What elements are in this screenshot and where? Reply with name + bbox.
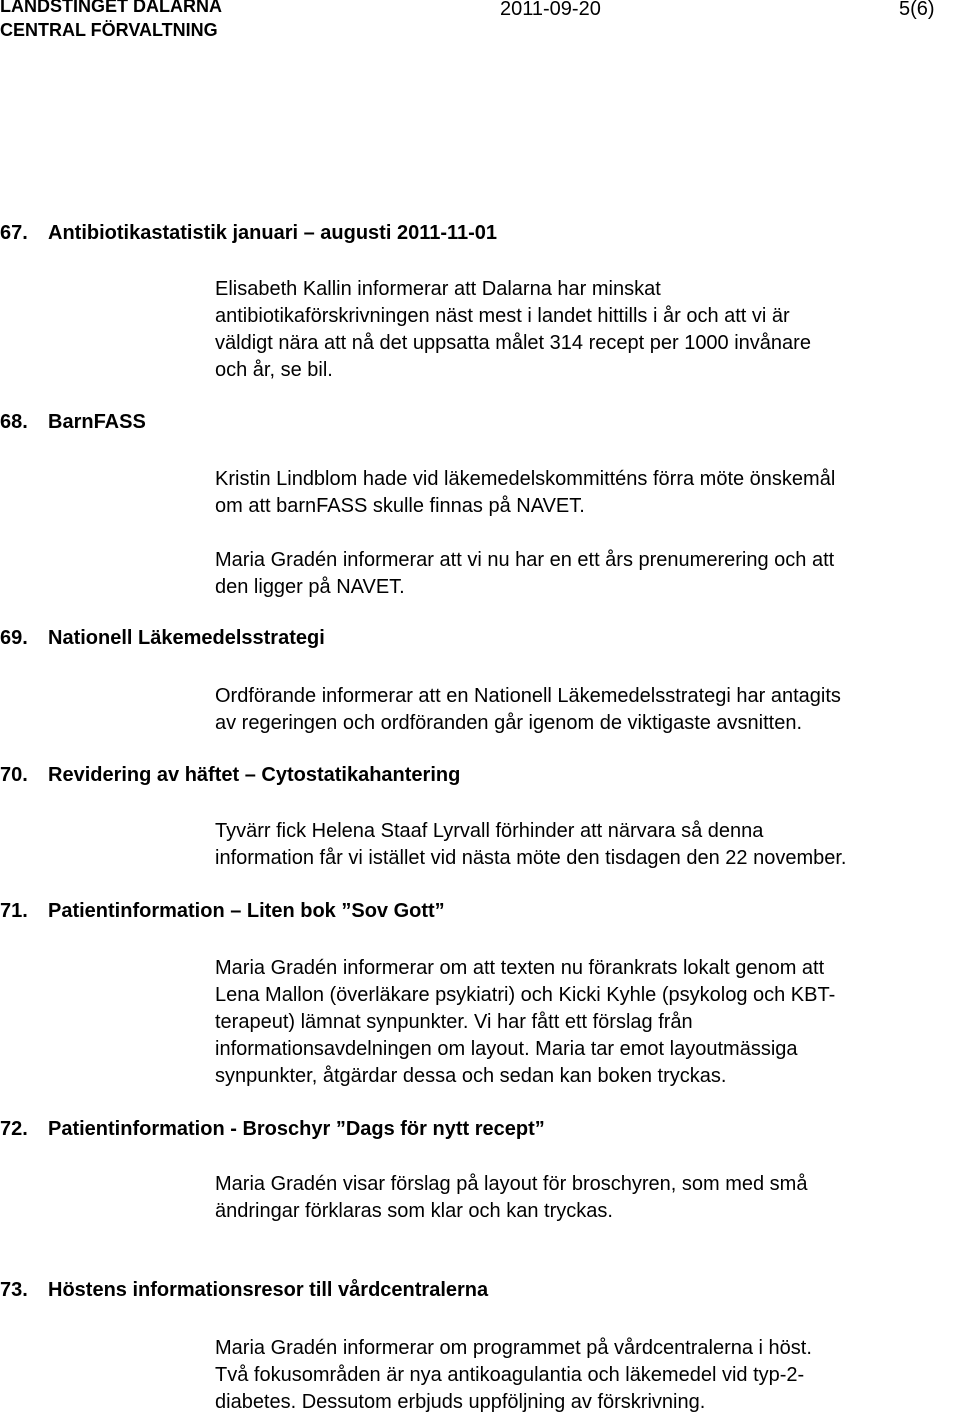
section-heading-71 <box>0 900 445 923</box>
section-heading-70 <box>0 764 460 787</box>
section-title: Nationell Läkemedelsstrategi <box>48 627 325 649</box>
text-line: Maria Gradén informerar om att texten nu förankrats lokalt genom att <box>215 957 825 979</box>
section-number: 69. <box>0 627 28 649</box>
section-number: 72. <box>0 1118 28 1140</box>
section-title: Patientinformation - Broschyr ”Dags för nytt recept” <box>48 1118 545 1140</box>
text-line: Maria Gradén visar förslag på layout för broschyren, som med små <box>215 1173 808 1195</box>
section-73-paragraph-1 <box>215 1335 812 1416</box>
section-69-paragraph-1 <box>215 683 841 737</box>
text-line: om att barnFASS skulle finnas på NAVET. <box>215 495 585 517</box>
section-number: 71. <box>0 900 28 922</box>
text-line: diabetes. Dessutom erbjuds uppföljning av förskrivning. <box>215 1391 706 1413</box>
section-title: Revidering av häftet – Cytostatikahantering <box>48 764 461 786</box>
header-page-number: 5(6) <box>899 0 935 20</box>
text-line: antibiotikaförskrivningen näst mest i landet hittills i år och att vi är <box>215 305 790 327</box>
text-line: terapeut) lämnat synpunkter. Vi har fått ett förslag från <box>215 1011 693 1033</box>
section-number: 73. <box>0 1279 28 1301</box>
text-line: information får vi istället vid nästa möte den tisdagen den 22 november. <box>215 847 847 869</box>
text-line: informationsavdelningen om layout. Maria tar emot layoutmässiga <box>215 1038 798 1060</box>
section-heading-73 <box>0 1279 488 1302</box>
header-department: CENTRAL FÖRVALTNING <box>0 20 218 40</box>
header-date: 2011-09-20 <box>500 0 601 20</box>
section-title: Antibiotikastatistik januari – augusti 2011-11-01 <box>48 222 498 244</box>
section-68-paragraph-2 <box>215 547 834 601</box>
text-line: den ligger på NAVET. <box>215 576 405 598</box>
text-line: Elisabeth Kallin informerar att Dalarna har minskat <box>215 278 661 300</box>
section-heading-67 <box>0 222 497 245</box>
section-71-paragraph-1 <box>215 955 835 1090</box>
section-heading-68 <box>0 411 146 434</box>
text-line: Maria Gradén informerar att vi nu har en ett års prenumerering och att <box>215 549 835 571</box>
section-number: 68. <box>0 411 28 433</box>
section-67-paragraph-1 <box>215 276 811 384</box>
text-line: Lena Mallon (överläkare psykiatri) och Kicki Kyhle (psykolog och KBT- <box>215 984 836 1006</box>
section-68-paragraph-1 <box>215 466 835 520</box>
text-line: Kristin Lindblom hade vid läkemedelskommitténs förra möte önskemål <box>215 468 836 490</box>
section-title: Höstens informationsresor till vårdcentralerna <box>48 1279 489 1301</box>
section-70-paragraph-1 <box>215 818 846 872</box>
section-heading-72 <box>0 1118 545 1141</box>
text-line: synpunkter, åtgärdar dessa och sedan kan boken tryckas. <box>215 1065 727 1087</box>
text-line: Två fokusområden är nya antikoagulantia och läkemedel vid typ-2- <box>215 1364 805 1386</box>
section-title: BarnFASS <box>48 411 146 433</box>
section-72-paragraph-1 <box>215 1171 807 1225</box>
section-number: 70. <box>0 764 28 786</box>
text-line: ändringar förklaras som klar och kan tryckas. <box>215 1200 613 1222</box>
text-line: Ordförande informerar att en Nationell Läkemedelsstrategi har antagits <box>215 685 841 707</box>
text-line: Tyvärr fick Helena Staaf Lyrvall förhinder att närvara så denna <box>215 820 764 842</box>
text-line: väldigt nära att nå det uppsatta målet 314 recept per 1000 invånare <box>215 332 811 354</box>
section-number: 67. <box>0 222 28 244</box>
text-line: och år, se bil. <box>215 359 333 381</box>
section-heading-69 <box>0 627 325 650</box>
section-title: Patientinformation – Liten bok ”Sov Gott” <box>48 900 445 922</box>
header-organization: LANDSTINGET DALARNA <box>0 0 222 16</box>
text-line: av regeringen och ordföranden går igenom de viktigaste avsnitten. <box>215 712 803 734</box>
text-line: Maria Gradén informerar om programmet på vårdcentralerna i höst. <box>215 1337 812 1359</box>
